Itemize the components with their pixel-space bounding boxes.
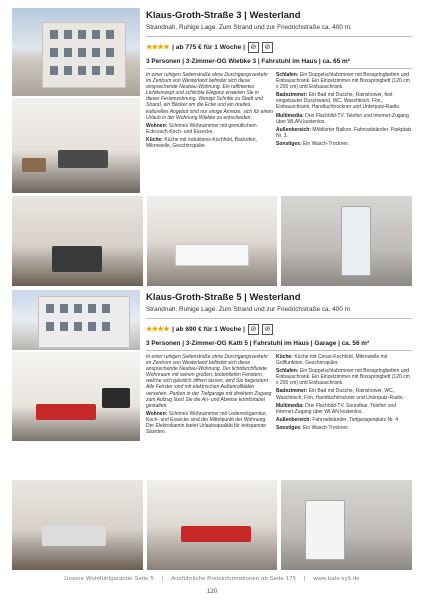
- intro-text: In einer ruhigen Seitenstraße ohne Durchgangsverkehr im Zentrum von Westerland befindet sich diese ansprechende Neubau-Wohnung. Ein raffiniertes Lichtkonzept und schlichte Eleganz erwarten Sie in dieser Ferienwohnung. Wenige Schritte zu Stadt und Strand, ein Bäcker um die Ecke und ein breites, kulturelles Angebot sind nur einige Anreize, sich für einen Urlaub in der Wohnung Wiebke zu entscheiden.: [146, 72, 273, 121]
- feature-kueche: Küche: Küche mit Ceran-Kochfeld, Mikrowelle mit Grillfunktion, Geschirrspüler.: [276, 354, 388, 367]
- bedroom-photo: [147, 196, 278, 286]
- dining-photo: [12, 480, 143, 570]
- non-smoking-icon: ⊘: [262, 42, 273, 53]
- footer-website[interactable]: www.bals-sylt.de: [313, 576, 360, 582]
- price-row: [146, 322, 412, 336]
- feature-sonstiges: Sonstiges: Ein Wasch-Trockner.: [276, 424, 349, 431]
- building-photo: [12, 290, 140, 350]
- listing-spec: 3 Personen | 3-Zimmer-OG Katti 5 | Fahrstuhl im Haus | Garage | ca. 56 m²: [146, 340, 412, 351]
- feature-sonstiges: Sonstiges: Ein Wasch-Trockner.: [276, 140, 349, 147]
- rating-stars: ★★★★: [146, 326, 170, 333]
- price-text: | ab 690 € für 1 Woche |: [172, 325, 245, 333]
- description-left: [146, 354, 273, 437]
- no-pets-icon: ⊘: [248, 324, 259, 335]
- photo-strip: [12, 480, 412, 570]
- listing-title: Klaus-Groth-Straße 3 | Westerland: [146, 10, 301, 21]
- bathroom-photo: [281, 480, 412, 570]
- feature-bad: Badezimmer: Ein Bad mit Dusche, Rainshower, fest eingebauter Duschwand, WC, Waschtisch, Fön, Einbauschrank, Handtuchtrockner und Unterputz-Radio.: [276, 92, 401, 111]
- feature-schlafen: Schlafen: Ein Doppelschlafzimmer mit Boxspringbetten und Einbauschrank. Ein Einzelzimmer mit Boxspringbett (120 cm x 200 cm) und Einbauschrank.: [276, 72, 410, 91]
- page-footer: [0, 576, 424, 582]
- description-right: [276, 72, 412, 149]
- kitchen-photo: [12, 196, 143, 286]
- living-room-photo: [12, 98, 140, 193]
- page-number: 120: [206, 588, 218, 595]
- footer-guarantee: Unsere Wohlfühlgarantie Seite 5: [64, 576, 154, 582]
- no-pets-icon: ⊘: [248, 42, 259, 53]
- listing-spec: 3 Personen | 3-Zimmer-OG Wiebke 3 | Fahrstuhl im Haus | ca. 65 m²: [146, 58, 412, 69]
- bathroom-photo: [281, 196, 412, 286]
- building-photo: [12, 8, 140, 96]
- footer-price-info: Ausführliche Preisinformationen ab Seite 175: [171, 576, 296, 582]
- description-right: [276, 354, 412, 433]
- listing-subtitle: Strandnah. Ruhige Lage. Zum Strand und zur Friedrichstraße ca. 400 m.: [146, 24, 352, 31]
- living-room-photo: [12, 352, 140, 441]
- feature-wohnen: Wohnen: Schönes Wohnzimmer mit Ledereckgarnitur, Koch- und Essecke sind der Mittelpunkt der Wohnung. Der Elektrokamin bietet Urlaubsqualität für entspannte Stunden.: [146, 410, 267, 436]
- non-smoking-icon: ⊘: [262, 324, 273, 335]
- feature-multimedia: Multimedia: Drei Flachbild-TV. Soundbar. Telefon und Internet-Zugang über WLAN kostenlos.: [276, 402, 397, 415]
- footer-separator: |: [161, 576, 164, 582]
- price-text: | ab 775 € für 1 Woche |: [172, 43, 245, 51]
- photo-strip: [12, 196, 412, 286]
- listing-subtitle: Strandnah. Ruhige Lage. Zum Strand und zur Friedrichstraße ca. 400 m: [146, 306, 350, 313]
- listing-title: Klaus-Groth-Straße 5 | Westerland: [146, 292, 301, 303]
- feature-kueche: Küche: Küche mit Induktions-Kochfeld, Backofen, Mikrowelle, Geschirrspüler.: [146, 136, 257, 150]
- price-row: [146, 40, 412, 54]
- rating-stars: ★★★★: [146, 44, 170, 51]
- bedroom-photo: [147, 480, 278, 570]
- footer-separator: |: [303, 576, 306, 582]
- feature-bad: Badezimmer: Ein Bad mit Dusche, Rainshower, WC, Waschtisch, Fön, Handtuchtrockner und Unterputz-Radio.: [276, 388, 404, 401]
- feature-aussen: Außenbereich: Fahrradständer. Tiefgaragenplatz Nr. 4: [276, 416, 399, 423]
- divider: [146, 36, 412, 37]
- feature-schlafen: Schlafen: Ein Doppelschlafzimmer mit Boxspringbetten und Einbauschrank. Ein Einzelzimmer mit Boxspringbett (120 cm x 200 cm) und Einbauschrank.: [276, 368, 410, 387]
- description-left: [146, 72, 273, 151]
- intro-text: In einer ruhigen Seitenstraße ohne Durchgangsverkehr im Zentrum von Westerland befindet sich diese ansprechende Neubau-Wohnung. Der lichtdurchflutete Wohnraum mit seinen großen, bodentiefen Fenstern, welche sich gänzlich öffnen lassen, wird Sie begeistern. Alle Fenster sind mit elektrischen Außenrollläden versehen. Parken in der Tiefgarage mit direktem Zugang zum Aufzug lässt Sie die An- und Abreise komfortabel gestalten.: [146, 354, 272, 409]
- feature-multimedia: Multimedia: Drei Flachbild-TV. Telefon und Internet-Zugang über WLAN kostenlos.: [276, 112, 409, 125]
- divider: [146, 318, 412, 319]
- feature-aussen: Außenbereich: Möblierter Balkon. Fahrradständer. Parkplatz Nr. 3.: [276, 126, 412, 139]
- feature-wohnen: Wohnen: Schönes Wohnzimmer mit gemütlichem Eckcouch-Koch- und Essecke.: [146, 122, 257, 135]
